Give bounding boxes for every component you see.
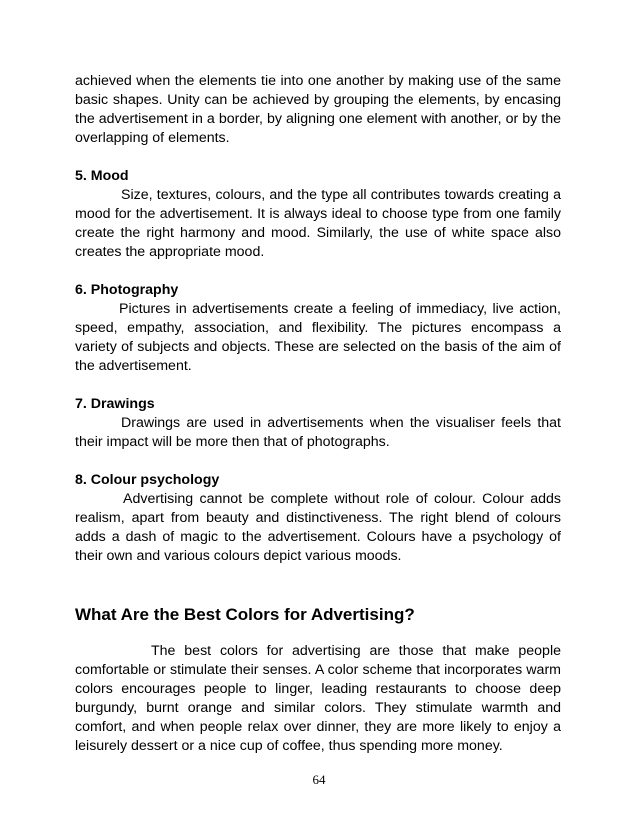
section-title-drawings: 7. Drawings: [75, 396, 155, 412]
intro-paragraph: achieved when the elements tie into one another by making use of the same basic shapes. Unity can be achieved by grouping the elements, by encasing the advertisement in a border, by aligning one element with another, or by the overlapping of elements.: [75, 73, 561, 146]
section-body-colour-psychology: Advertising cannot be complete without role of colour. Colour adds realism, apart from beauty and distinctiveness. The right blend of colours adds a dash of magic to the advertisement. Colours have a psychology of their own and various colours depict various moods.: [75, 491, 561, 564]
colors-body: The best colors for advertising are those that make people comfortable or stimulate their senses. A color scheme that incorporates warm colors encourages people to linger, leading restaurants to choose deep burgundy, burnt orange and similar colors. They stimulate warmth and comfort, and when people relax over dinner, they are more likely to enjoy a leisurely dessert or a nice cup of coffee, thus spending more money.: [75, 643, 561, 754]
section-title-photography: 6. Photography: [75, 282, 179, 298]
spacer: [75, 452, 561, 471]
section-title-colour-psychology: 8. Colour psychology: [75, 472, 220, 488]
document-page: [75, 72, 561, 756]
spacer: [75, 626, 561, 642]
spacer: [75, 376, 561, 395]
spacer: [75, 262, 561, 281]
section-body-drawings: Drawings are used in advertisements when the visualiser feels that their impact will be more then that of photographs.: [75, 415, 561, 450]
spacer: [75, 148, 561, 167]
page-number: 64: [312, 772, 326, 787]
section-body-mood: Size, textures, colours, and the type all contributes towards creating a mood for the advertisement. It is always ideal to choose type from one family create the right harmony and mood. Similarly, the use of white space also creates the appropriate mood.: [75, 187, 561, 260]
spacer: [75, 566, 561, 604]
section-body-photography: Pictures in advertisements create a feeling of immediacy, live action, speed, empathy, association, and flexibility. The pictures encompass a variety of subjects and objects. These are selected on the basis of the aim of the advertisement.: [75, 301, 561, 374]
colors-heading: What Are the Best Colors for Advertising?: [75, 605, 415, 624]
section-title-mood: 5. Mood: [75, 168, 129, 184]
